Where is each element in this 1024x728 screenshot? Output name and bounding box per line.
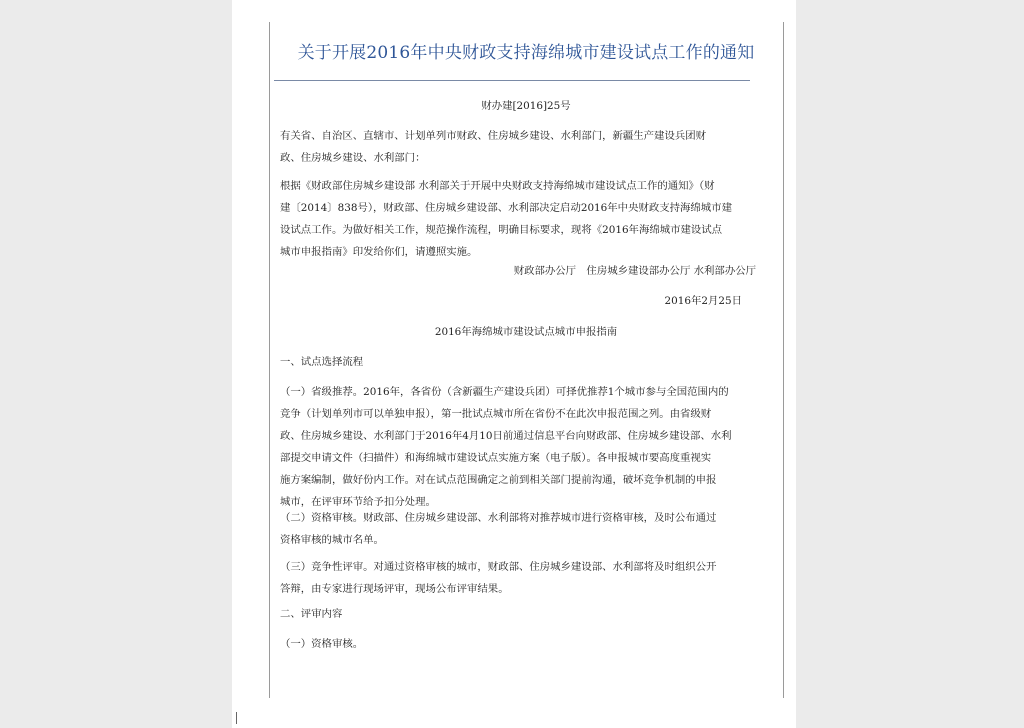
document-title: 关于开展2016年中央财政支持海绵城市建设试点工作的通知 [297,43,755,63]
paragraph-line: 施方案编制，做好份内工作。对在试点范围确定之前到相关部门提前沟通，破坏竞争机制的申报 [280,474,717,486]
intro-line: 根据《财政部住房城乡建设部 水利部关于开展中央财政支持海绵城市建设试点工作的通知》（财 [280,180,715,192]
recipients-paragraph [280,125,756,169]
paragraph-line: 政、住房城乡建设、水利部门于2016年4月10日前通过信息平台向财政部、住房城乡建设部、水利 [280,430,732,442]
section-1-heading: 一、试点选择流程 [280,356,364,368]
title-divider [274,80,750,81]
intro-paragraph [280,175,756,263]
section-1-paragraph-2 [280,507,756,551]
paragraph-line: 竞争（计划单列市可以单独申报），第一批试点城市所在省份不在此次申报范围之列。由省级财 [280,408,712,420]
intro-line: 建〔2014〕838号），财政部、住房城乡建设部、水利部决定启动2016年中央财政支持海绵城市建 [280,202,732,214]
paragraph-line: 部提交申请文件（扫描件）和海绵城市建设试点实施方案（电子版）。各申报城市要高度重视实 [280,452,712,464]
document-page [232,0,796,728]
paragraph-line: （一）省级推荐。2016年，各省份（含新疆生产建设兵团）可择优推荐1个城市参与全国范围内的 [280,386,729,398]
document-number: 财办建[2016]25号 [481,100,571,112]
issue-date: 2016年2月25日 [664,295,742,307]
section-1-paragraph-1 [280,381,756,513]
page-corner-mark [236,712,237,724]
section-1-paragraph-3 [280,556,756,600]
paragraph-line: 答辩，由专家进行现场评审，现场公布评审结果。 [280,583,509,595]
recipients-line: 有关省、自治区、直辖市、计划单列市财政、住房城乡建设、水利部门，新疆生产建设兵团财 [280,130,707,142]
guide-title: 2016年海绵城市建设试点城市申报指南 [434,326,618,338]
paragraph-line: （三）竞争性评审。对通过资格审核的城市，财政部、住房城乡建设部、水利部将及时组织公开 [280,561,717,573]
recipients-line: 政、住房城乡建设、水利部门： [280,152,426,164]
intro-line: 城市申报指南》印发给你们，请遵照实施。 [280,246,478,258]
paragraph-line: 资格审核的城市名单。 [280,534,384,546]
issuing-offices: 财政部办公厅 住房城乡建设部办公厅 水利部办公厅 [513,265,756,277]
intro-line: 设试点工作。为做好相关工作，规范操作流程，明确目标要求，现将《2016年海绵城市建设试点 [280,224,723,236]
paragraph-line: （二）资格审核。财政部、住房城乡建设部、水利部将对推荐城市进行资格审核，及时公布通过 [280,512,717,524]
section-2-heading: 二、评审内容 [280,608,343,620]
left-margin-line [269,22,270,698]
paragraph-line: 城市，在评审环节给予扣分处理。 [280,496,436,508]
section-2-paragraph-1: （一）资格审核。 [280,638,364,650]
right-margin-line [783,22,784,698]
